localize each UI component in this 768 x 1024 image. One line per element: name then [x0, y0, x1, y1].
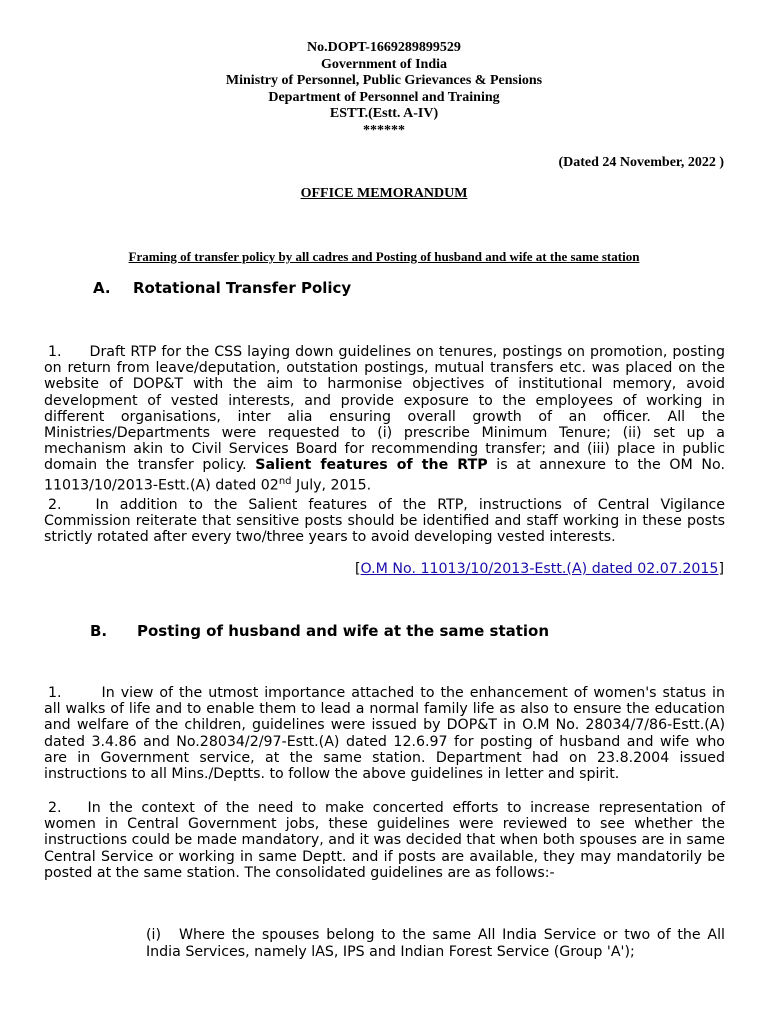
paragraph-bold-phrase: Salient features of the RTP: [255, 457, 488, 474]
reference-close-bracket: ]: [718, 561, 724, 577]
reference-open-bracket: [: [355, 561, 361, 577]
memo-date: (Dated 24 November, 2022 ): [558, 155, 724, 170]
section-a-letter: A.: [93, 279, 111, 297]
section-a-paragraph-2: [44, 497, 725, 546]
om-reference: [355, 561, 724, 577]
government-line: Government of India: [321, 56, 447, 72]
section-b-title: Posting of husband and wife at the same station: [137, 622, 550, 640]
item-text: Where the spouses belong to the same All India Service or two of the All India Services, namely lAS, IPS and Indian Forest Service (Group 'A');: [146, 927, 725, 960]
ordinal-suffix: nd: [278, 475, 292, 487]
section-a-heading: [93, 279, 351, 297]
paragraph-number: 1.: [48, 685, 62, 701]
section-b-paragraph-1: [44, 685, 725, 782]
om-reference-link[interactable]: O.M No. 11013/10/2013-Estt.(A) dated 02.07.2015: [360, 561, 719, 577]
separator-stars: ******: [363, 122, 405, 138]
paragraph-tail-end: July, 2015.: [296, 477, 372, 494]
section-line: ESTT.(Estt. A-IV): [329, 106, 439, 121]
section-b-paragraph-2: [44, 800, 725, 881]
ministry-line: Ministry of Personnel, Public Grievances & Pensions: [225, 73, 543, 88]
paragraph-number: 2.: [48, 497, 62, 513]
paragraph-tail: is at annexure to the OM No. 11013/10/2013-Estt.(A) dated 02: [44, 457, 725, 494]
letterhead: [0, 40, 768, 139]
paragraph-text: In view of the utmost importance attached to the enhancement of women's status in all walks of life and to enable them to lead a normal family life as also to ensure the education and welfare of the children, guidelines were issued by DOP&T in O.M No. 28034/7/86-Estt.(A) dated 3.4.86 and No.28034/2/97-Estt.(A) dated 12.6.97 for posting of husband and wife who are in Government service, at the same station. Department had on 23.8.2004 issued instructions to all Mins./Deptts. to follow the above guidelines in letter and spirit.: [44, 685, 725, 783]
item-number: (i): [146, 927, 162, 943]
department-line: Department of Personnel and Training: [268, 89, 500, 105]
memo-title: OFFICE MEMORANDUM: [300, 186, 468, 201]
paragraph-number: 2.: [48, 800, 62, 816]
section-a-paragraph-1: [44, 344, 725, 494]
section-b-heading: [90, 622, 549, 640]
memo-subject: Framing of transfer policy by all cadres and Posting of husband and wife at the same station: [128, 249, 640, 264]
section-b-letter: B.: [90, 622, 108, 640]
reference-number: No.DOPT-1669289899529: [307, 40, 461, 55]
paragraph-number: 1.: [48, 344, 62, 360]
section-a-title: Rotational Transfer Policy: [133, 279, 352, 297]
paragraph-text: Draft RTP for the CSS laying down guidelines on tenures, postings on promotion, posting on return from leave/deputation, outstation postings, mutual transfers etc. was placed on the website of DOP&T with the aim to harmonise objectives of institutional memory, avoid development of vested interests, and provide exposure to the employees of working in different organisations, inter alia ensuring overall growth of an officer. All the Ministries/Departments were requested to (i) prescribe Minimum Tenure; (ii) set up a mechanism akin to Civil Services Board for recommending transfer; and (iii) place in public domain the transfer policy.: [44, 344, 725, 474]
paragraph-text: In the context of the need to make concerted efforts to increase representation of women in Central Government jobs, these guidelines were reviewed to see whether the instructions could be made mandatory, and it was decided that when both spouses are in same Central Service or working in same Deptt. and if posts are available, they may mandatorily be posted at the same station. The consolidated guidelines are as follows:-: [44, 800, 725, 881]
guideline-item-i: [146, 927, 725, 961]
paragraph-text: In addition to the Salient features of the RTP, instructions of Central Vigilance Commission reiterate that sensitive posts should be identified and staff working in these posts strictly rotated after every two/three years to avoid developing vested interests.: [44, 497, 725, 546]
